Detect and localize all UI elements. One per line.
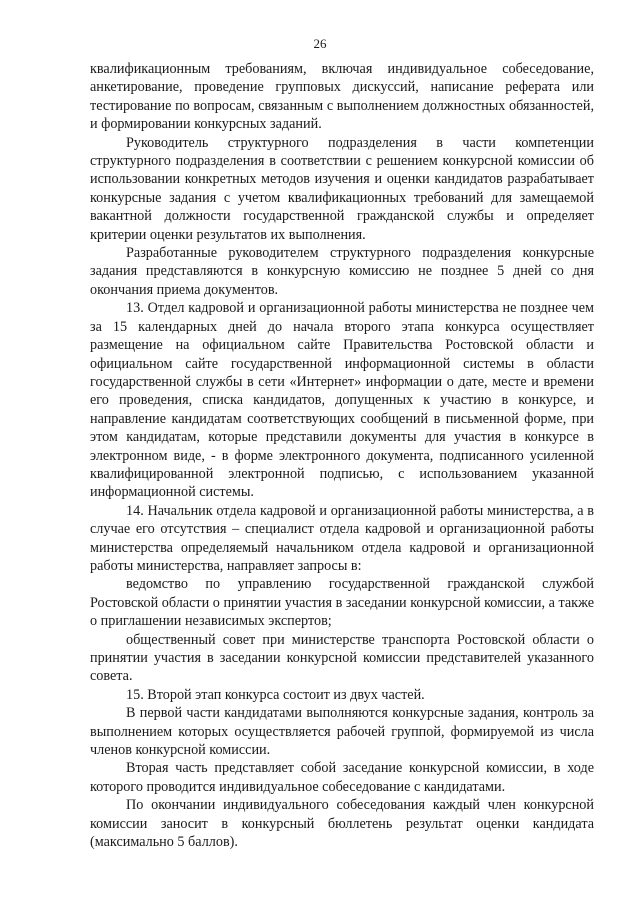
paragraph-request-agency: ведомство по управлению государственной гражданской службой Ростовской области о принятии участия в заседании конкурсной комиссии, а также о приглашении независимых экспертов; xyxy=(90,576,594,630)
paragraph-item-14: 14. Начальник отдела кадровой и организационной работы министерства, а в случае его отсутствия – специалист отдела кадровой и организационной работы министерства определяемый начальником отдела кадровой и организационной работы министерства, направляет запросы в: xyxy=(90,502,594,574)
paragraph-interview-end: По окончании индивидуального собеседования каждый член конкурсной комиссии заносит в конкурсный бюллетень результат оценки кандидата (максимально 5 баллов). xyxy=(90,797,594,851)
paragraph-first-part: В первой части кандидатами выполняются конкурсные задания, контроль за выполнением которых осуществляется рабочей группой, формируемой из числа членов конкурсной комиссии. xyxy=(90,705,594,759)
paragraph-second-part: Вторая часть представляет собой заседание конкурсной комиссии, в ходе которого проводится индивидуальное собеседование с кандидатами. xyxy=(90,760,594,795)
paragraph-developed-tasks: Разработанные руководителем структурного подразделения конкурсные задания представляются в конкурсную комиссию не позднее 5 дней со дня окончания приема документов. xyxy=(90,245,594,298)
document-body xyxy=(90,60,594,851)
paragraph-item-13: 13. Отдел кадровой и организационной работы министерства не позднее чем за 15 календарных дней до начала второго этапа конкурса осуществляет размещение на официальном сайте Правительства Ростовской области и официальном сайте государственной информационной системы в области государственной службы в сети «Интернет» информации о дате, месте и времени его проведения, списка кандидатов, допущенных к участию в конкурсе, и направление кандидатам соответствующих сообщений в письменной форме, при этом кандидатам, которые представили документы для участия в конкурсе в электронном виде, - в форме электронного документа, подписанного усиленной квалифицированной электронной подписью, с использованием указанной информационной системы. xyxy=(90,300,594,501)
page-number: 26 xyxy=(313,36,327,51)
paragraph-item-15: 15. Второй этап конкурса состоит из двух частей. xyxy=(126,686,425,703)
paragraph-request-council: общественный совет при министерстве транспорта Ростовской области о принятии участия в заседании конкурсной комиссии представителей указанного совета. xyxy=(90,631,594,685)
paragraph-head-of-unit: Руководитель структурного подразделения в части компетенции структурного подразделения в соответствии с решением конкурсной комиссии об использовании конкретных методов изучения и оценки кандидатов разрабатывает конкурсные задания с учетом квалификационных требований для замещаемой вакантной должности государственной гражданской службы и определяет критерии оценки результатов их выполнения. xyxy=(90,134,594,243)
paragraph-continuation: квалификационным требованиям, включая индивидуальное собеседование, анкетирование, проведение групповых дискуссий, написание реферата или тестирование по вопросам, связанным с выполнением должностных обязанностей, и формировании конкурсных заданий. xyxy=(90,61,594,133)
